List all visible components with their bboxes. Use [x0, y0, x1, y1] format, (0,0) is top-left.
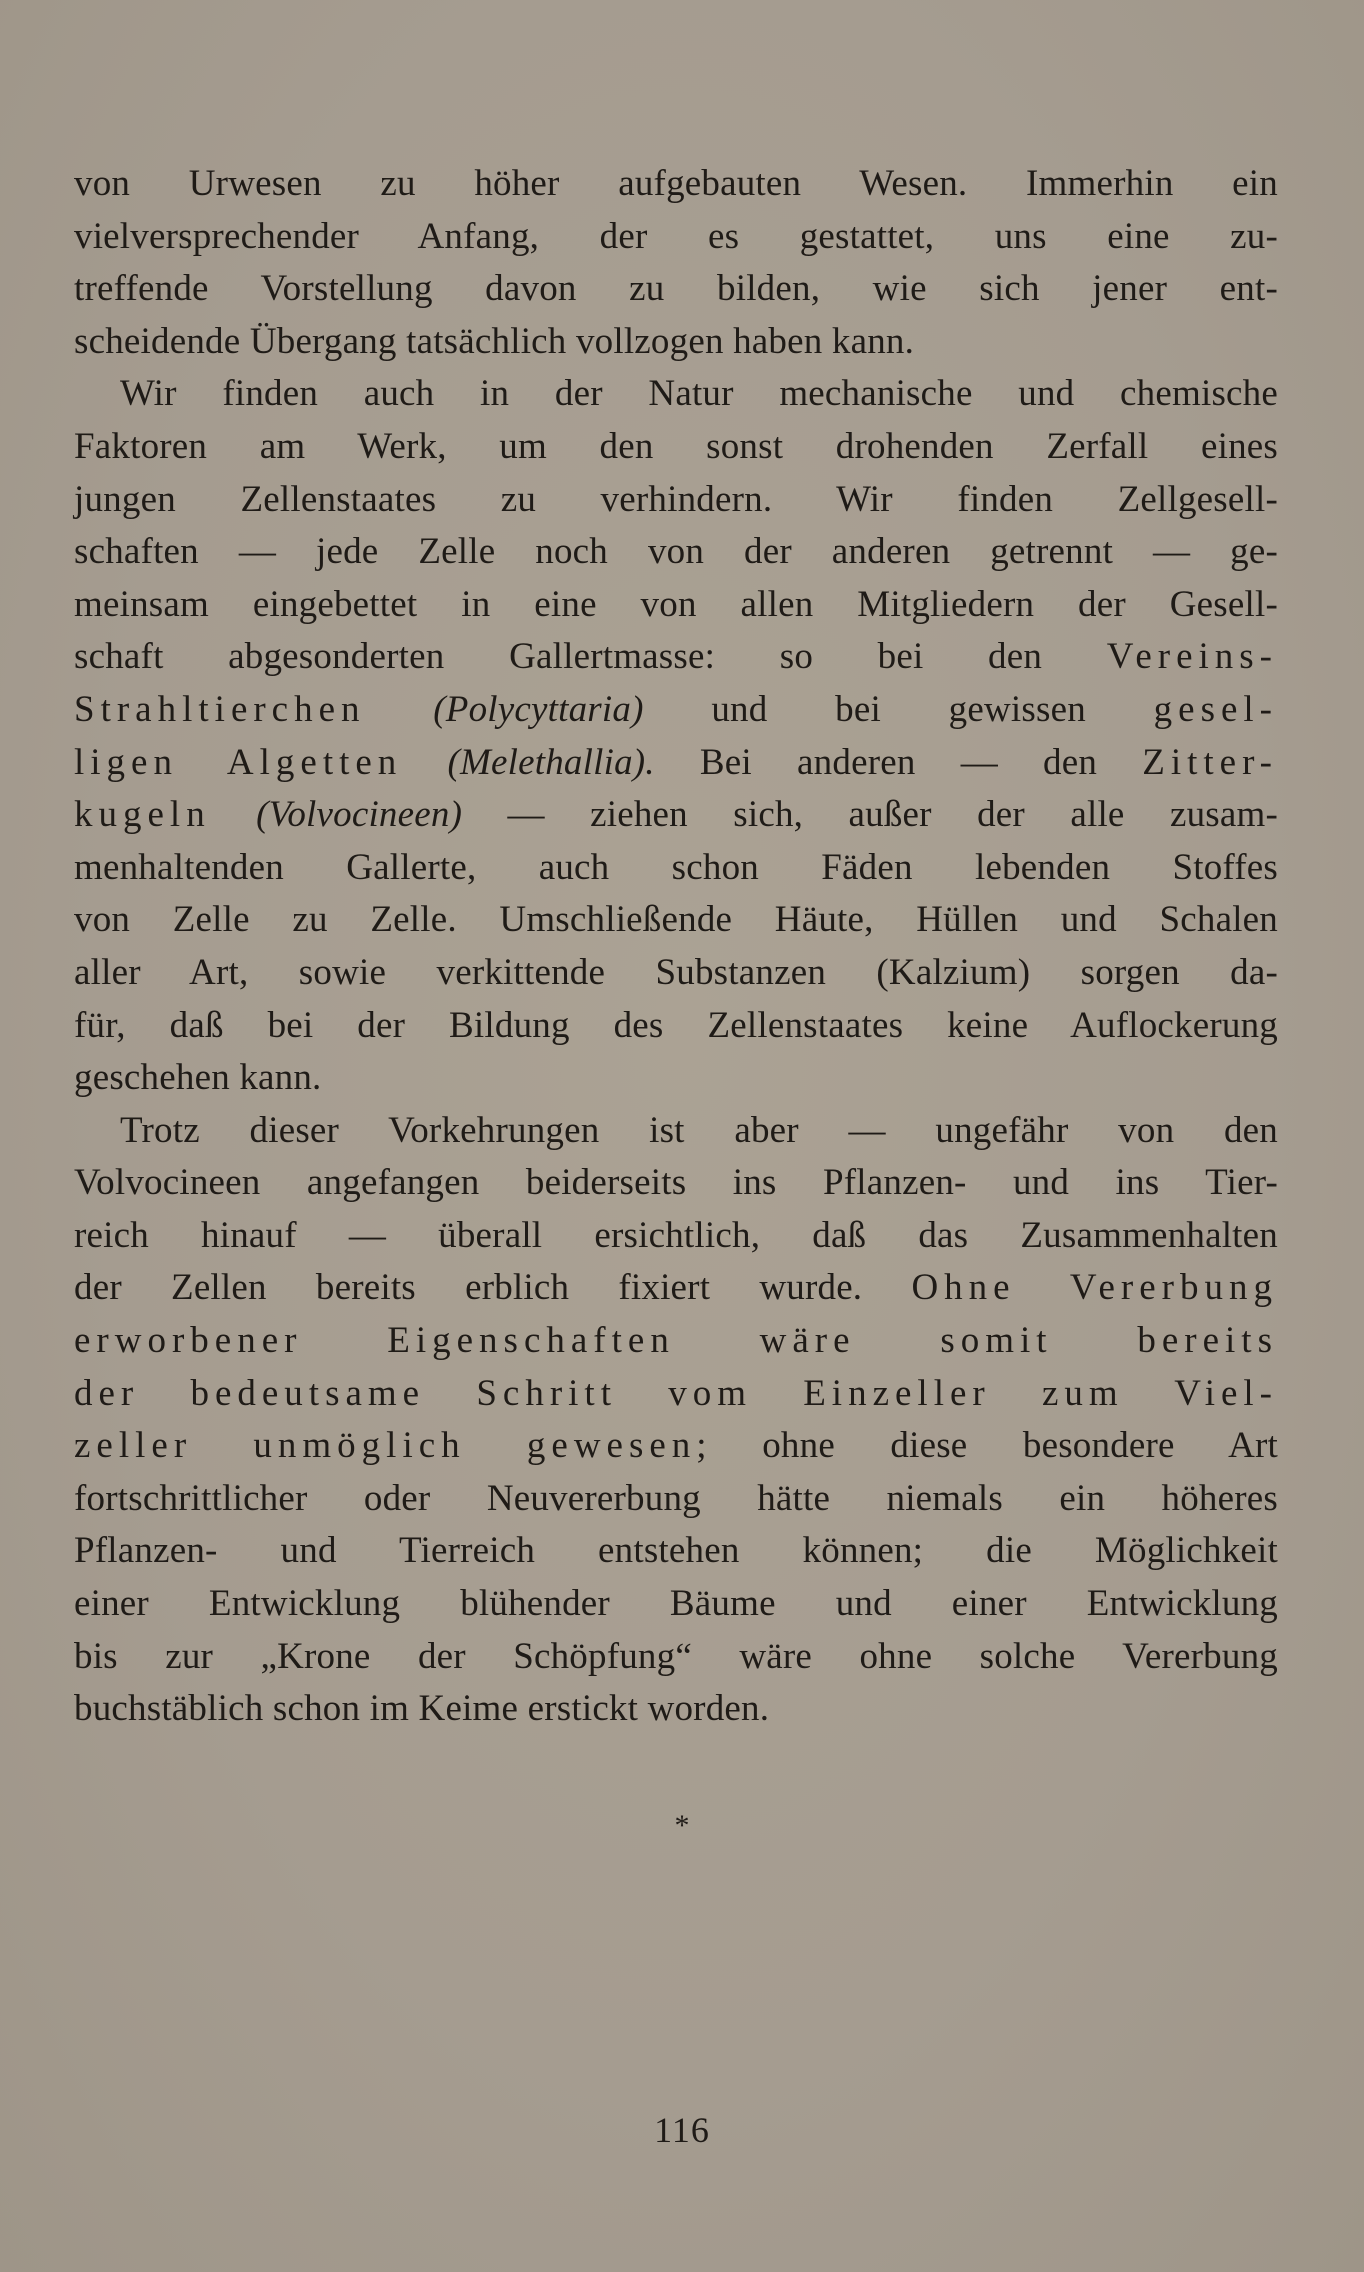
text-segment: Bei anderen — den: [654, 741, 1143, 783]
text-line: [74, 1368, 1278, 1421]
text-line: [74, 789, 1278, 842]
text-segment: von Zelle zu Zelle. Umschließende Häute, Hüllen und Schalen: [74, 899, 1278, 941]
body-text: [74, 158, 1278, 1736]
text-segment: Faktoren am Werk, um den sonst drohenden Zerfall eines: [74, 425, 1278, 467]
text-segment: von Urwesen zu höher aufgebauten Wesen. Immerhin ein: [74, 163, 1278, 204]
emphasized-text: kugeln: [74, 794, 211, 836]
text-line: [74, 1157, 1278, 1210]
text-segment: fortschrittlicher oder Neuvererbung hätte niemals ein höheres: [74, 1477, 1278, 1519]
text-line: [74, 211, 1278, 264]
text-segment: für, daß bei der Bildung des Zellenstaates keine Auflockerung: [74, 1004, 1278, 1046]
text-segment: scheidende Übergang tatsächlich vollzogen haben kann.: [74, 320, 915, 362]
emphasized-text: erworbener Eigenschaften wäre somit bereits: [74, 1320, 1278, 1362]
text-line: [74, 737, 1278, 790]
text-segment: und bei gewissen: [643, 688, 1154, 730]
text-segment: geschehen kann.: [74, 1057, 322, 1099]
text-segment: — ziehen sich, außer der alle zusam-: [462, 794, 1278, 836]
emphasized-text: ligen Algetten: [74, 741, 403, 783]
text-line: [74, 1315, 1278, 1368]
text-line: [74, 579, 1278, 632]
text-segment: schaft abgesonderten Gallertmasse: so bei den: [74, 636, 1107, 678]
text-segment: Volvocineen angefangen beiderseits ins Pflanzen- und ins Tier-: [74, 1162, 1278, 1204]
text-line: [74, 1683, 1278, 1736]
text-segment: reich hinauf — überall ersichtlich, daß das Zusammenhalten: [74, 1214, 1278, 1256]
text-segment: menhaltenden Gallerte, auch schon Fäden lebenden Stoffes: [74, 846, 1278, 888]
emphasized-text: der bedeutsame Schritt vom Einzeller zum Viel-: [74, 1372, 1278, 1414]
text-segment: meinsam eingebettet in eine von allen Mitgliedern der Gesell-: [74, 583, 1278, 625]
text-line: [74, 1210, 1278, 1263]
text-line: [74, 1262, 1278, 1315]
text-segment: ; ohne diese besondere Art: [696, 1425, 1278, 1467]
text-line: [74, 1525, 1278, 1578]
text-line: [74, 947, 1278, 1000]
text-line: [74, 263, 1278, 316]
text-line: [74, 1420, 1278, 1473]
text-segment: [211, 794, 256, 835]
page-number: 116: [654, 2110, 710, 2150]
text-segment: [402, 742, 447, 783]
text-line: [74, 1000, 1278, 1053]
text-line: [74, 684, 1278, 737]
text-segment: treffende Vorstellung davon zu bilden, wie sich jener ent-: [74, 268, 1278, 310]
emphasized-text: zeller unmöglich gewesen: [74, 1425, 697, 1467]
text-line: [74, 631, 1278, 684]
italic-text: (Polycyttaria): [433, 688, 644, 730]
emphasized-text: Strahltierchen: [74, 688, 366, 730]
text-line: [74, 526, 1278, 579]
emphasized-text: Vereins-: [1106, 636, 1278, 678]
italic-text: (Melethallia).: [447, 741, 655, 783]
text-segment: einer Entwicklung blühender Bäume und einer Entwicklung: [74, 1583, 1278, 1625]
italic-text: (Volvocineen): [256, 794, 463, 836]
text-line: [74, 158, 1278, 211]
emphasized-text: Zitter-: [1142, 741, 1278, 783]
text-segment: [366, 689, 434, 730]
text-line: [74, 1052, 1278, 1105]
text-line: [74, 842, 1278, 895]
section-separator: *: [674, 1809, 690, 1842]
text-segment: Wir finden auch in der Natur mechanische und chemische: [120, 373, 1278, 415]
text-segment: Pflanzen- und Tierreich entstehen können; die Möglichkeit: [74, 1530, 1278, 1572]
text-segment: buchstäblich schon im Keime erstickt worden.: [74, 1688, 770, 1730]
text-line: [74, 421, 1278, 474]
text-line: [74, 1631, 1278, 1684]
text-segment: aller Art, sowie verkittende Substanzen (Kalzium) sorgen da-: [74, 951, 1278, 993]
text-segment: Trotz dieser Vorkehrungen ist aber — ungefähr von den: [120, 1109, 1278, 1151]
text-line: [74, 1105, 1278, 1158]
text-segment: vielversprechender Anfang, der es gestattet, uns eine zu-: [74, 215, 1278, 257]
emphasized-text: Ohne Vererbung: [911, 1267, 1278, 1309]
text-segment: schaften — jede Zelle noch von der anderen getrennt — ge-: [74, 531, 1278, 573]
text-line: [74, 894, 1278, 947]
text-segment: bis zur „Krone der Schöpfung“ wäre ohne solche Vererbung: [74, 1635, 1278, 1677]
text-line: [74, 368, 1278, 421]
text-line: [74, 474, 1278, 527]
text-line: [74, 316, 1278, 369]
text-line: [74, 1473, 1278, 1526]
emphasized-text: gesel-: [1153, 688, 1279, 730]
text-segment: der Zellen bereits erblich fixiert wurde.: [74, 1267, 912, 1309]
text-line: [74, 1578, 1278, 1631]
text-segment: jungen Zellenstaates zu verhindern. Wir finden Zellgesell-: [74, 478, 1278, 520]
